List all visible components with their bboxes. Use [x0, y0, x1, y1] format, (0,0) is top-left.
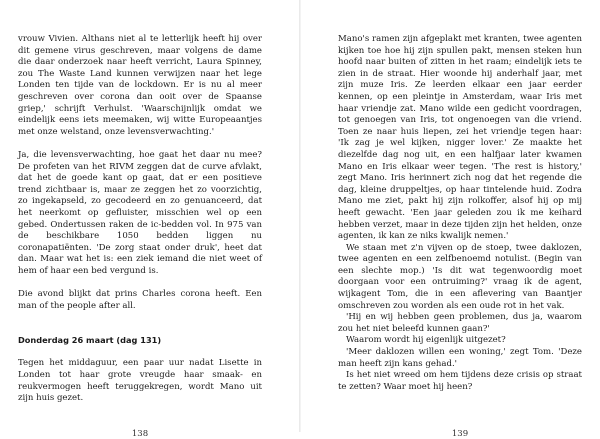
paragraph: 'Meer daklozen willen een woning,' zegt Tom. 'Deze man heeft zijn kans gehad.' [338, 347, 582, 369]
paragraph: Mano's ramen zijn afgeplakt met kranten, twee agenten kijken toe hoe hij zijn spullen pakt, mensen steken hun hoofd naar buiten of zitten in het raam; eindelijk iets te zien in de straat. Hier woonde hij anderhalf jaar, met zijn muze Iris. Ze leerden elkaar een jaar eerder kennen, op een pleintje in Amsterdam, waar Iris met haar vriendje zat. Mano wilde een gedicht voordragen, tot genoegen van Iris, tot ongenoegen van die vriend. Toen ze naar huis liepen, zei het vriendje tegen haar: 'Ik zag je wel kijken, nigger lover.' Ze maakte het diezelfde dag nog uit, en een halfjaar later kwamen Mano en Iris elkaar weer tegen. 'The rest is history,' zegt Mano. Iris herinnert zich nog dat het regende die dag, kleine druppeltjes, op haar tintelende huid. Zodra Mano me ziet, pakt hij zijn rolkoffer, alsof hij op mij heeft gewacht. 'Een jaar geleden zou ik me keihard hebben verzet, maar in deze tijden zijn het helden, onze agenten, ik kan ze niks kwalijk nemen.' [338, 34, 582, 242]
book-gutter [299, 0, 301, 432]
right-page-text [338, 34, 582, 393]
paragraph: Ja, die levensverwachting, hoe gaat het daar nu mee? De profeten van het RIVM zeggen dat de curve afvlakt, dat het de goede kant op gaat, dat er een positieve trend zichtbaar is, maar ze zeggen het zo voorzichtig, zo ingekapseld, zo gecodeerd en zo genuanceerd, dat het neerkomt op gefluister, misschien wel op een gebed. Ondertussen raken de ic-bedden vol. In 975 van de beschikbare 1050 bedden liggen nu coronapatiënten. 'De zorg staat onder druk', heet dat dan. Maar wat het is: een ziek iemand die niet weet of hem of haar een bed vergund is. [18, 149, 262, 276]
paragraph: Is het niet wreed om hem tijdens deze crisis op straat te zetten? Waar moet hij heen? [338, 370, 582, 392]
paragraph: Waarom wordt hij eigenlijk uitgezet? [346, 335, 506, 346]
left-page [18, 34, 262, 439]
page-number-right: 139 [451, 429, 469, 439]
paragraph: Die avond blijkt dat prins Charles corona heeft. Een man of the people after all. [18, 289, 262, 311]
diary-date-heading: Donderdag 26 maart (dag 131) [18, 335, 162, 346]
paragraph: Tegen het middaguur, een paar uur nadat Lisette in Londen tot haar grote vreugde haar smaak- en reukvermogen heeft teruggekregen, wordt Mano uit zijn huis gezet. [18, 358, 262, 404]
paragraph: vrouw Vivien. Althans niet al te letterlijk heeft hij over dit gemene virus geschreven, maar volgens de dame die daar onderzoek naar heeft verricht, Laura Spinney, zou The Waste Land kunnen verwijzen naar het lege Londen ten tijde van de lockdown. Er is nu al meer geschreven over corona dan ooit over de Spaanse griep,' schrijft Verhulst. 'Waarschijnlijk omdat we eindelijk eens iets meemaken, wij witte Europeaantjes met onze welstand, onze levensverwachting.' [18, 34, 262, 137]
paragraph: 'Hij en wij hebben geen problemen, dus ja, waarom zou het niet beleefd kunnen gaan?' [338, 312, 582, 334]
right-page [338, 34, 582, 439]
page-number-left: 138 [131, 429, 149, 439]
paragraph: We staan met z'n vijven op de stoep, twee daklozen, twee agenten en een zelfbenoemd notulist. (Begin van een slechte mop.) 'Is dit wat tegenwoordig moet doorgaan voor een ontruiming?' vraag ik de agent, wijkagent Tom, die in een aflevering van Baantjer omschreven zou worden als een oude rot in het vak. [338, 242, 582, 311]
left-page-text [18, 34, 262, 405]
